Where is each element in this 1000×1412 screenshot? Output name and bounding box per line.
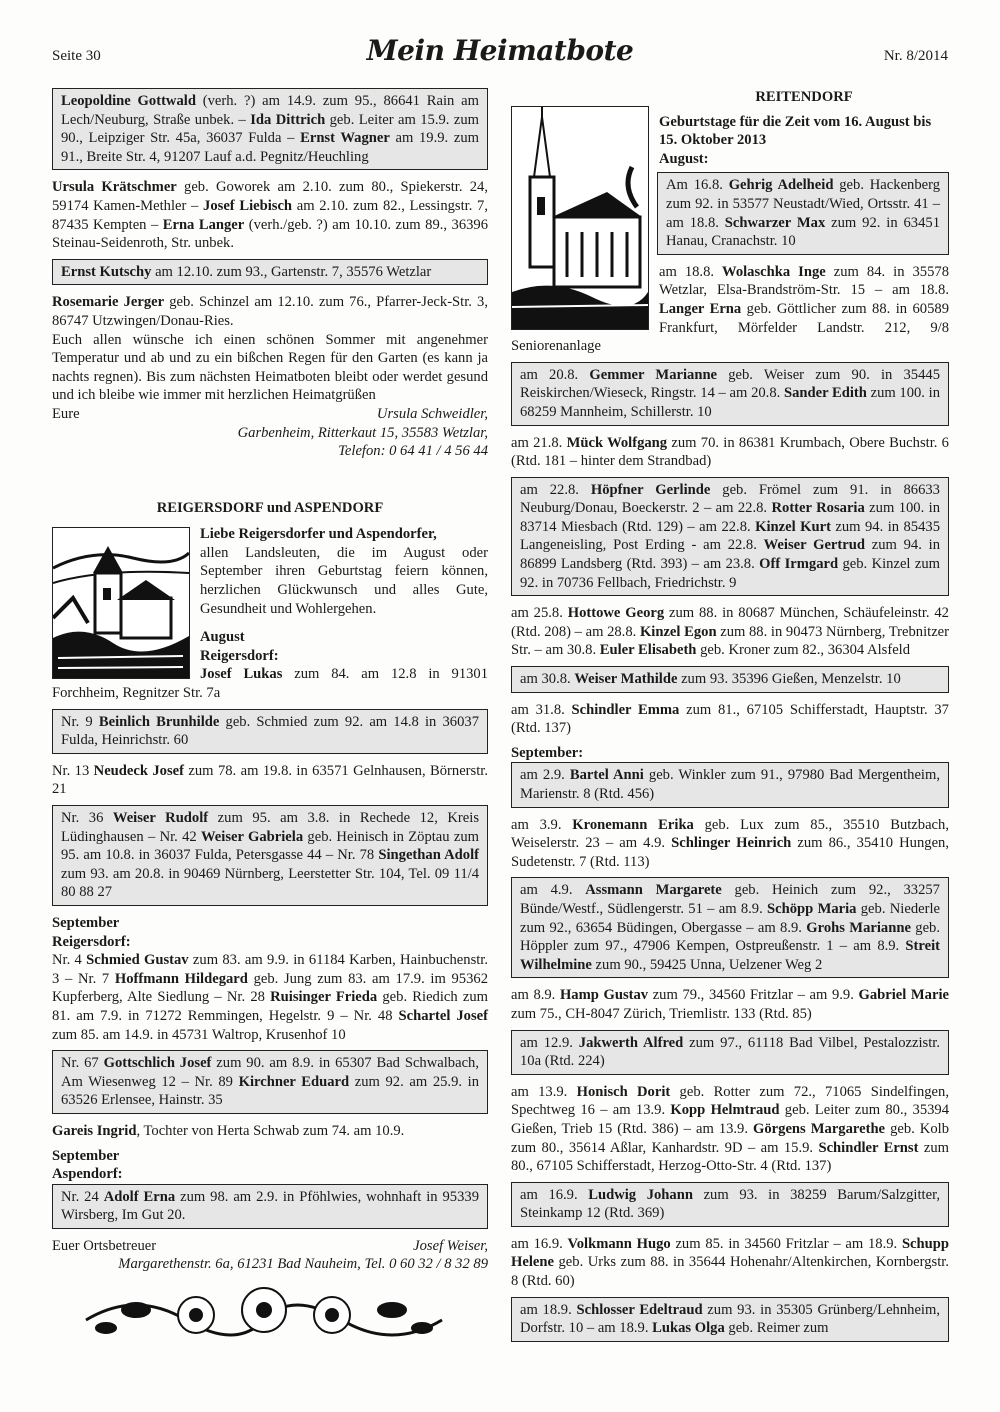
birthday-paragraph: Rosemarie Jerger geb. Schinzel am 12.10. zum 76., Pfarrer-Jeck-Str. 3, 86747 Utzwingen/Donau-Ries. <box>52 294 488 329</box>
left-column <box>52 88 488 1274</box>
village-church-illustration <box>52 527 190 679</box>
village-label-reigersdorf: Reigersdorf: <box>200 647 279 664</box>
month-label-august: August: <box>659 150 709 167</box>
birthday-paragraph: Nr. 4 Schmied Gustav zum 83. am 9.9. in 61184 Karben, Hainbuchenstr. 3 – Nr. 7 Hoffmann Hildegard geb. Jung zum 83. am 17.9. im 95362 Kupferberg, Alte Siedlung – Nr. 28 Ruisinger Frieda geb. Riedich zum 81. am 7.9. in 71272 Remmingen, Hegelstr. 9 – Nr. 48 Schartel Josef zum 85. am 14.9. in 45731 Waltrop, Krusenhof 10 <box>52 952 489 1043</box>
birthday-box: am 16.9. Ludwig Johann zum 93. in 38259 Barum/Salzgitter, Steinkamp 12 (Rtd. 369) <box>511 1182 949 1227</box>
signature-phone: Telefon: 0 64 41 / 4 56 44 <box>338 443 488 460</box>
signature-address: Garbenheim, Ritterkaut 15, 35583 Wetzlar, <box>237 424 488 441</box>
birthday-box: Am 16.8. Gehrig Adelheid geb. Hackenberg zum 92. in 53577 Neustadt/Wied, Ortsstr. 41 – am 18.8. Schwarzer Max zum 92. in 63451 Hanau, Cranachstr. 10 <box>657 172 949 254</box>
period-heading: Geburtstage für die Zeit vom 16. August bis 15. Oktober 2013 <box>659 113 932 149</box>
greeting-paragraph: Euch allen wünsche ich einen schönen Sommer mit angenehmer Temperatur und ab und zu ein bißchen Regen für den Garten (es kann ja nachts regnen). Bis zum nächsten Heimatboten bleibt oder werdet gesund und ich bleibe wie immer mit herzlichen Heimatgrüßen <box>52 331 488 404</box>
birthday-paragraph: am 3.9. Kronemann Erika geb. Lux zum 85., 35510 Butzbach, Weiselerstr. 23 – am 4.9. Schlinger Heinrich zum 86., 35410 Hungen, Sudetenstr. 7 (Rtd. 113) <box>511 816 949 870</box>
birthday-paragraph: Ursula Krätschmer geb. Goworek am 2.10. zum 80., Spiekerstr. 24, 59174 Kamen-Methler – Josef Liebisch am 2.10. zum 82., Lessingstr. 7, 87435 Kempten – Erna Langer (verh./geb. ?) am 10.10. zum 89., 36396 Steinau-Seidenroth, Str. unbek. <box>52 179 489 252</box>
birthday-box: am 18.9. Schlosser Edeltraud zum 93. in 35305 Grünberg/Lehnheim, Dorfstr. 10 – am 18.9. Lukas Olga geb. Reimer zum <box>511 1297 949 1342</box>
intro-text: allen Landsleuten, die im August oder September ihren Geburtstag feiern können, herzlichen Glückwunsch und alles Gute, Gesundheit und Wohlergehen. <box>200 544 488 617</box>
organizer-signature <box>52 1237 488 1256</box>
right-column <box>511 88 949 1350</box>
birthday-box: Nr. 24 Adolf Erna zum 98. am 2.9. in Pföhlwies, wohnhaft in 95339 Wirsberg, Im Gut 20. <box>52 1184 488 1229</box>
birthday-box: Nr. 9 Beinlich Brunhilde geb. Schmied zum 92. am 14.8 in 36037 Fulda, Heinrichstr. 60 <box>52 709 488 754</box>
birthday-box: Leopoldine Gottwald (verh. ?) am 14.9. zum 95., 86641 Rain am Lech/Neuburg, Straße unbek. – Ida Dittrich geb. Leiter am 15.9. zum 90., Leipziger Str. 45a, 36037 Fulda – Ernst Wagner am 19.9. zum 91., Breite Str. 4, 91207 Lauf a.d. Pegnitz/Heuchling <box>52 88 488 170</box>
birthday-box: Ernst Kutschy am 12.10. zum 93., Gartenstr. 7, 35576 Wetzlar <box>52 259 488 286</box>
issue-number: Nr. 8/2014 <box>883 48 948 64</box>
signature-line <box>52 405 488 424</box>
month-label-september-2: September <box>52 1147 120 1164</box>
birthday-paragraph: Gareis Ingrid, Tochter von Herta Schwab zum 74. am 10.9. <box>52 1122 405 1139</box>
floral-ornament <box>76 1280 452 1350</box>
page-number: Seite 30 <box>52 48 101 64</box>
month-label-august: August <box>200 629 245 646</box>
signature-name: Ursula Schweidler, <box>376 405 488 422</box>
birthday-paragraph: am 18.8. Wolaschka Inge zum 84. in 35578 Wetzlar, Elsa-Brandström-Str. 15 – am 18.8. Langer Erna geb. Göttlicher zum 88. in 60589 Frankfurt, Mörfelder Landstr. 212, 9/8 Seniorenanlage <box>511 263 949 355</box>
birthday-box: Nr. 67 Gottschlich Josef zum 90. am 8.9. in 65307 Bad Schwalbach, Am Wiesenweg 12 – Nr. 89 Kirchner Eduard zum 92. am 25.9. in 63526 Erlensee, Hainstr. 35 <box>52 1050 488 1114</box>
birthday-paragraph: am 16.9. Volkmann Hugo zum 85. in 34560 Fritzlar – am 18.9. Schupp Helene geb. Urks zum 88. in 35644 Hohenahr/Altenkirchen, Kornbergstr. 8 (Rtd. 60) <box>511 1235 949 1290</box>
organizer-address: Margarethenstr. 6a, 61231 Bad Nauheim, Tel. 0 60 32 / 8 32 89 <box>118 1256 488 1273</box>
birthday-paragraph: am 21.8. Mück Wolfgang zum 70. in 86381 Krumbach, Obere Buchstr. 6 (Rtd. 181 – hinter dem Strandbad) <box>511 434 949 470</box>
birthday-box: am 12.9. Jakwerth Alfred zum 97., 61118 Bad Vilbel, Pestalozzistr. 10a (Rtd. 224) <box>511 1030 949 1075</box>
birthday-paragraph: am 8.9. Hamp Gustav zum 79., 34560 Fritzlar – am 9.9. Gabriel Marie zum 75., CH-8047 Zürich, Triemlistr. 133 (Rtd. 85) <box>511 987 949 1022</box>
birthday-paragraph: am 31.8. Schindler Emma zum 81., 67105 Schifferstadt, Hauptstr. 37 (Rtd. 137) <box>511 701 949 737</box>
birthday-paragraph: am 25.8. Hottowe Georg zum 88. in 80687 München, Schäufeleinstr. 42 (Rtd. 208) – am 28.8. Kinzel Egon zum 88. in 90473 Nürnberg, Trebnitzer Str. – am 30.8. Euler Elisabeth geb. Kroner zum 82., 36304 Alsfeld <box>511 605 950 659</box>
organizer-label: Euer Ortsbetreuer <box>52 1237 157 1254</box>
birthday-paragraph: am 13.9. Honisch Dorit geb. Rotter zum 72., 71065 Sindelfingen, Spechtweg 16 – am 13.9. Kopp Helmtraud geb. Leiter zum 80., 35394 Gießen, Trieb 15 (Rtd. 386) – am 13.9. Görgens Margarethe geb. Kolb zum 80., 35614 Aßlar, Kanhardstr. 9D – am 15.9. Schindler Ernst zum 80., 67105 Schifferstadt, Herzog-Otto-Str. 4 (Rtd. 137) <box>511 1083 950 1175</box>
church-illustration <box>511 106 649 330</box>
section-title-reigersdorf: REIGERSDORF und ASPENDORF <box>156 499 384 516</box>
masthead-title: Mein Heimatbote <box>366 34 634 67</box>
birthday-box: am 2.9. Bartel Anni geb. Winkler zum 91., 97980 Bad Mergentheim, Marienstr. 8 (Rtd. 456) <box>511 762 949 807</box>
organizer-name: Josef Weiser, <box>413 1237 488 1254</box>
birthday-box: am 22.8. Höpfner Gerlinde geb. Frömel zum 91. in 86633 Neuburg/Donau, Boeckerstr. 2 – am 22.8. Rotter Rosaria zum 100. in 83714 Miesbach (Rtd. 129) – am 22.8. Kinzel Kurt zum 94. in 85435 Langeneisling, Post Erding - am 22.8. Weiser Gertrud zum 94. in 86899 Landsberg (Rtd. 393) – am 23.8. Off Irmgard geb. Kinzel zum 92. in 70736 Fellbach, Friedrichstr. 9 <box>511 477 949 597</box>
birthday-box: am 30.8. Weiser Mathilde zum 93. 35396 Gießen, Menzelstr. 10 <box>511 666 949 693</box>
birthday-paragraph: Nr. 13 Neudeck Josef zum 78. am 19.8. in 63571 Gelnhausen, Börnerstr. 21 <box>52 762 488 798</box>
month-label-september: September <box>52 914 120 931</box>
birthday-paragraph: Josef Lukas zum 84. am 12.8 in 91301 Forchheim, Regnitzer Str. 7a <box>52 666 489 702</box>
birthday-box: am 20.8. Gemmer Marianne geb. Weiser zum 90. in 35445 Reiskirchen/Wieseck, Ringstr. 14 – am 20.8. Sander Edith zum 100. in 68259 Mannheim, Schillerstr. 10 <box>511 362 949 426</box>
birthday-box: Nr. 36 Weiser Rudolf zum 95. am 3.8. in Rechede 12, Kreis Lüdinghausen – Nr. 42 Weiser Gabriela geb. Heinisch in Zöptau zum 95. am 10.8. in 36037 Fulda, Petersgasse 44 – Nr. 78 Singethan Adolf zum 93. am 20.8. in 90469 Nürnberg, Leerstetter Str. 104, Tel. 09 11/4 80 88 27 <box>52 805 488 906</box>
month-label-september: September: <box>511 744 584 761</box>
birthday-box: am 4.9. Assmann Margarete geb. Heinich zum 92., 33257 Bünde/Westf., Südlengerstr. 51 – am 8.9. Schöpp Maria geb. Niederle zum 92., 63654 Büdingen, Obergasse – am 8.9. Grohs Marianne geb. Höppler zum 97., 47906 Kempen, Ostpreußenstr. 1 – am 8.9. Streit Wilhelmine zum 90., 59425 Unna, Uelzener Weg 2 <box>511 877 949 978</box>
village-label-aspendorf: Aspendorf: <box>52 1166 123 1183</box>
section-title-reitendorf: REITENDORF <box>755 89 853 105</box>
closing-word: Eure <box>52 405 80 422</box>
village-label-reigersdorf-2: Reigersdorf: <box>52 933 131 950</box>
intro-heading: Liebe Reigersdorfer und Aspendorfer, <box>200 526 437 543</box>
